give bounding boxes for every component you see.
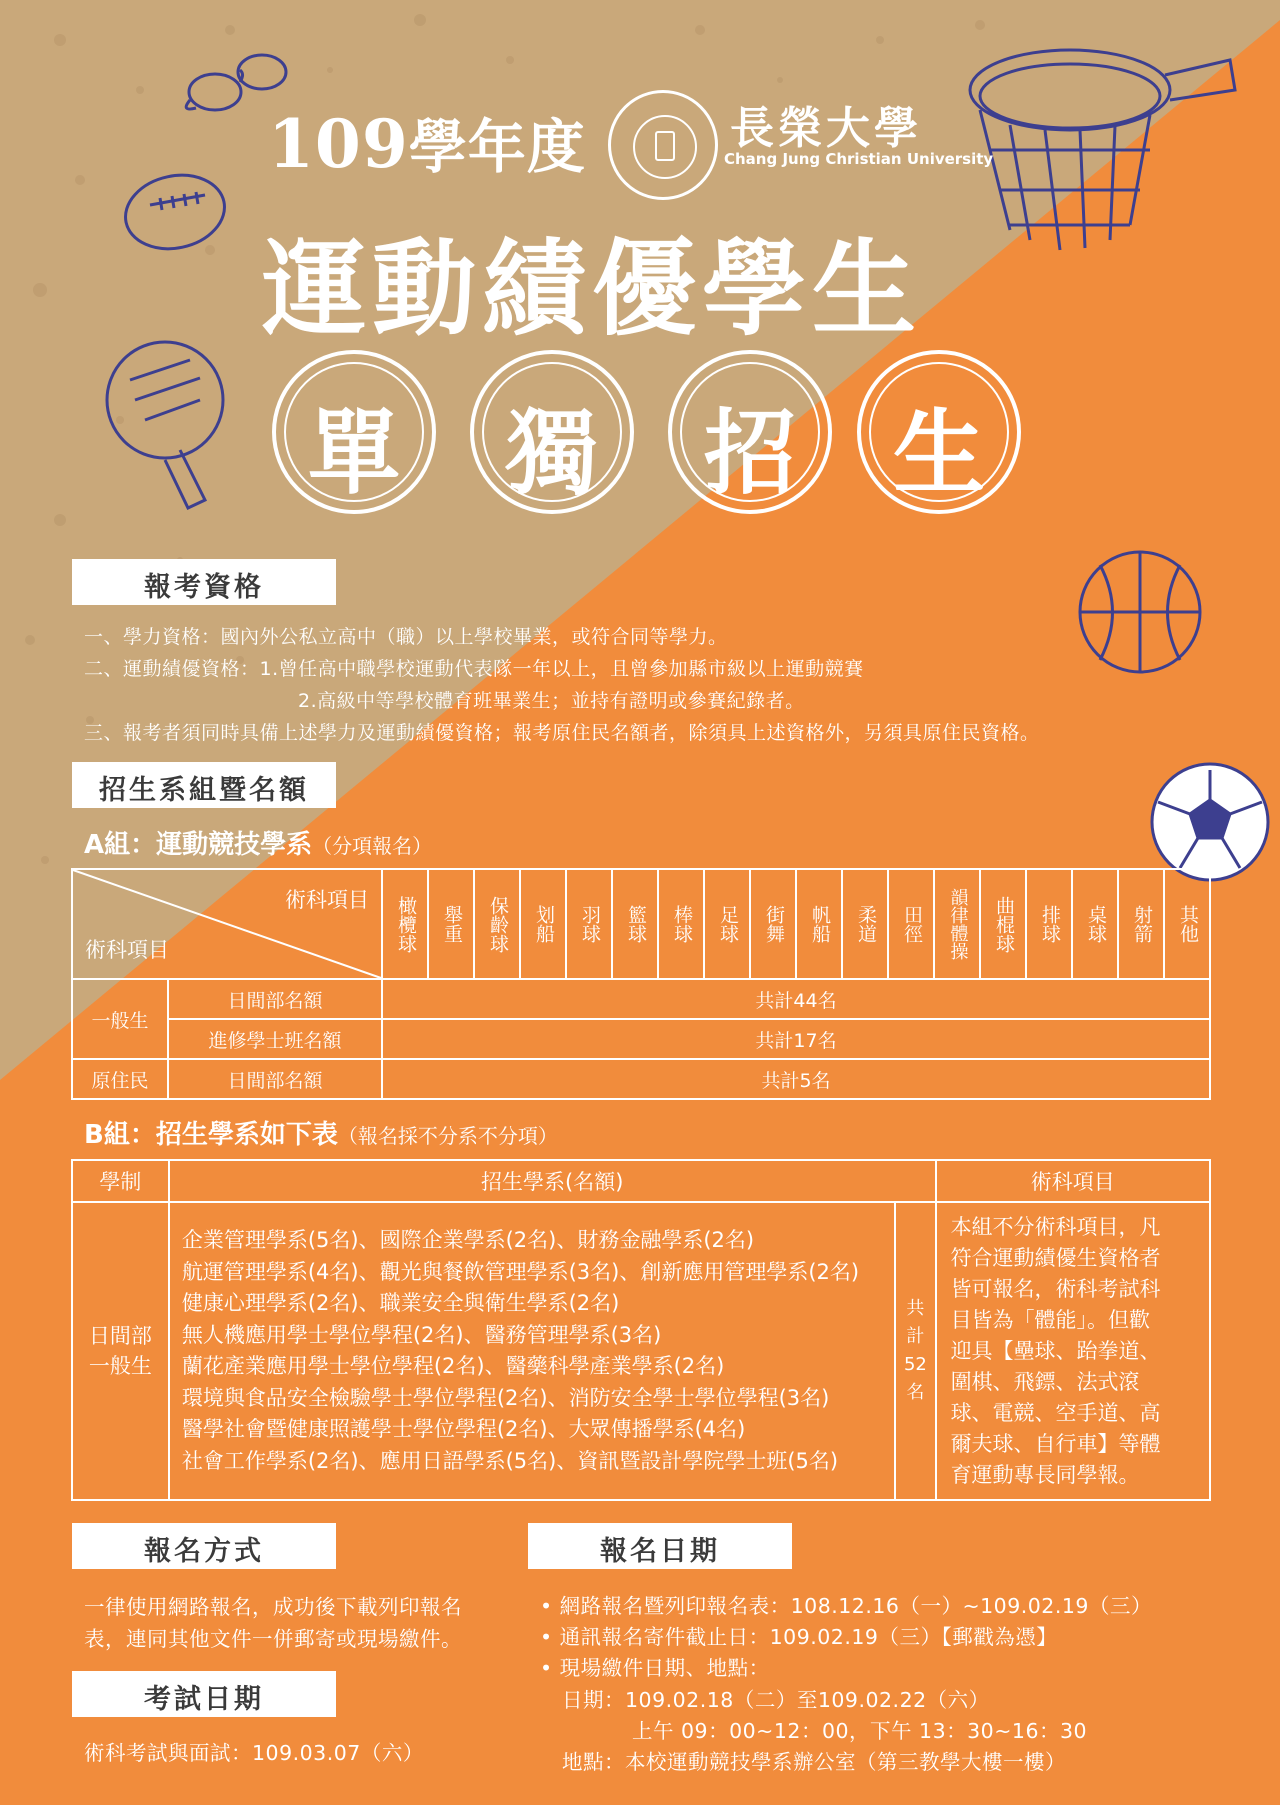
evening-total: 共計17名 [382,1019,1210,1059]
row-indigenous-label: 原住民 [72,1059,168,1099]
exam-date-text: 術科考試與面試：109.03.07（六） [84,1741,424,1765]
sport-cell: 其他 [1164,869,1210,979]
apply-date-item-2: • 通訊報名寄件截止日：109.02.19（三）【郵戳為憑】 [540,1625,1058,1649]
group-a-title: A組：運動競技學系（分項報名） [84,830,433,860]
apply-method-line-2: 表，連同其他文件一併郵寄或現場繳件。 [84,1627,462,1651]
group-a-table [71,868,1211,1100]
sport-cell: 田徑 [888,869,934,979]
table-b-skills: 本組不分術科項目，凡 符合運動績優生資格者 皆可報名，術科考試科 目皆為「體能」。但歡 迎具【壘球、跆拳道、 圍棋、飛鏢、法式滾 球、電競、空手道、高 爾夫球、自行車】等體 育運動專長同學報。 [936,1202,1210,1500]
sport-cell: 韻律體操 [934,869,980,979]
sport-cell: 舉重 [428,869,474,979]
university-name-en: Chang Jung Christian University [724,150,994,168]
circle-char-2: 獨 [470,350,634,514]
quota-heading: 招生系組暨名額 [72,762,336,808]
apply-date-item-1: • 網路報名暨列印報名表：108.12.16（一）~109.02.19（三） [540,1594,1152,1618]
day-total: 共計44名 [382,979,1210,1019]
row-general-label: 一般生 [72,979,168,1059]
apply-date-date-line: 日期：109.02.18（二）至109.02.22（六） [562,1688,990,1712]
dept-line: 蘭花產業應用學士學位學程(2名)、醫藥科學產業學系(2名) [181,1354,725,1378]
sport-cell: 足球 [704,869,750,979]
group-b-table [71,1159,1211,1501]
sport-cell: 排球 [1026,869,1072,979]
sport-cell: 橄欖球 [382,869,428,979]
dept-line: 社會工作學系(2名)、應用日語學系(5名)、資訊暨設計學院學士班(5名) [181,1448,839,1473]
indigenous-total: 共計5名 [382,1059,1210,1099]
sport-cell: 曲棍球 [980,869,1026,979]
year-number: 109 [268,105,409,183]
basketball-icon [1080,552,1200,672]
university-name-zh: 長榮大學 [730,103,922,154]
apply-date-place-line: 地點：本校運動競技學系辦公室（第三教學大樓一樓） [562,1750,1066,1774]
table-b-col-skills: 術科項目 [936,1160,1210,1202]
sport-cell: 帆船 [796,869,842,979]
dept-line: 健康心理學系(2名)、職業安全與衛生學系(2名) [181,1291,620,1315]
sport-cell: 棒球 [658,869,704,979]
table-b-departments [169,1202,895,1500]
indigenous-day-quota-label: 日間部名額 [168,1059,382,1099]
apply-date-time-line: 上午 09：00~12：00，下午 13：30~16：30 [632,1719,1088,1743]
dept-line: 醫學社會暨健康照護學士學位學程(2名)、大眾傳播學系(4名) [181,1417,746,1441]
main-title: 運動績優學生 [262,227,923,350]
exam-date-heading: 考試日期 [72,1671,336,1717]
table-b-system-cell: 日間部 一般生 [72,1202,169,1500]
sport-cell: 桌球 [1072,869,1118,979]
table-b-col-system: 學制 [72,1160,169,1202]
group-b-title: B組：招生學系如下表（報名採不分系不分項） [84,1120,558,1150]
evening-quota-label: 進修學士班名額 [168,1019,382,1059]
soccer-ball-icon [1152,764,1268,880]
day-quota-label: 日間部名額 [168,979,382,1019]
eligibility-line-1: 一、學力資格：國內外公私立高中（職）以上學校畢業，或符合同等學力。 [84,626,728,648]
table-a-header-top: 術科項目 [285,888,369,912]
dept-line: 無人機應用學士學位學程(2名)、醫務管理學系(3名) [181,1322,662,1347]
sport-cell: 街舞 [750,869,796,979]
sport-cell: 划船 [520,869,566,979]
apply-date-item-3: • 現場繳件日期、地點： [540,1656,770,1680]
circle-char-3: 招 [668,350,832,514]
table-b-col-depts: 招生學系(名額) [169,1160,936,1202]
apply-date-heading: 報名日期 [528,1523,792,1569]
year-suffix: 學年度 [408,113,586,181]
circle-char-4: 生 [857,350,1021,514]
table-b-total: 共 計 52 名 [895,1202,935,1500]
circle-char-1: 單 [272,350,436,514]
eligibility-line-4: 三、報考者須同時具備上述學力及運動績優資格；報考原住民名額者，除須具上述資格外，另須具原住民資格。 [84,722,1040,744]
dept-line: 環境與食品安全檢驗學士學位學程(2名)、消防安全學士學位學程(3名) [181,1385,830,1410]
dept-line: 企業管理學系(5名)、國際企業學系(2名)、財務金融學系(2名) [181,1228,755,1252]
dept-line: 航運管理學系(4名)、觀光與餐飲管理學系(3名)、創新應用管理學系(2名) [181,1259,860,1284]
table-a-header-bottom: 術科項目 [85,938,169,962]
eligibility-line-3: 2.高級中等學校體育班畢業生；並持有證明或參賽紀錄者。 [298,690,805,712]
year-title [268,100,586,184]
university-seal-logo [608,90,718,200]
table-a-corner [72,869,382,979]
sport-cell: 保齡球 [474,869,520,979]
sport-cell: 柔道 [842,869,888,979]
apply-method-heading: 報名方式 [72,1523,336,1569]
eligibility-line-2: 二、運動績優資格：1.曾任高中職學校運動代表隊一年以上，且曾參加縣市級以上運動競賽 [84,658,864,680]
apply-method-line-1: 一律使用網路報名，成功後下載列印報名 [84,1595,462,1619]
sport-cell: 羽球 [566,869,612,979]
eligibility-heading: 報考資格 [72,559,336,605]
sport-cell: 射箭 [1118,869,1164,979]
sport-cell: 籃球 [612,869,658,979]
